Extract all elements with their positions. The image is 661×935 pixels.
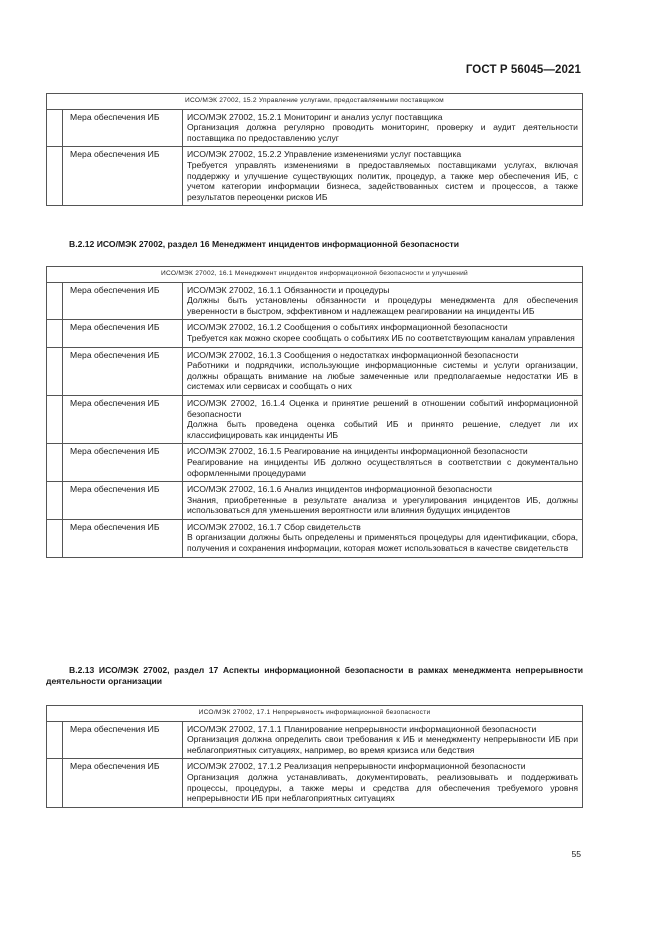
row-stub [47,482,63,520]
control-heading: ИСО/МЭК 27002, 16.1.4 Оценка и принятие решений в отношении событий информационной безопасности [187,397,578,419]
control-heading: ИСО/МЭК 27002, 16.1.2 Сообщения о событиях информационной безопасности [187,322,508,333]
control-heading: ИСО/МЭК 27002, 15.2.2 Управление изменениями услуг поставщика [187,149,462,160]
control-text: Должна быть проведена оценка событий ИБ и принято решение, следует ли их классифицировать как инциденты ИБ [187,419,578,440]
table-row [47,444,583,482]
row-stub [47,721,63,759]
table-row [47,482,583,520]
control-heading: ИСО/МЭК 27002, 17.1.1 Планирование непрерывности информационной безопасности [187,723,537,734]
controls-table-15-2 [46,93,583,206]
row-label: Мера обеспечения ИБ [63,482,183,520]
row-content [183,759,583,807]
row-label: Мера обеспечения ИБ [63,347,183,395]
table-row [47,347,583,395]
section-heading-b-2-12 [46,239,583,250]
table-row [47,721,583,759]
table-row [47,320,583,347]
controls-table-16-1 [46,266,583,558]
control-text: Работники и подрядчики, использующие информационные системы и услуги организации, должны обращать внимание на любые замеченные или предполагаемые недостатки ИБ в системах или сервисах и сообщать о них [187,360,578,392]
control-text: Знания, приобретенные в результате анализа и урегулирования инцидентов ИБ, должны использоваться для уменьшения вероятности или влияния будущих инцидентов [187,494,578,516]
control-heading: ИСО/МЭК 27002, 16.1.6 Анализ инцидентов информационной безопасности [187,484,492,495]
row-stub [47,347,63,395]
table-row [47,395,583,443]
table-title: ИСО/МЭК 27002, 15.2 Управление услугами, предоставляемыми поставщиком [47,94,583,110]
control-text: Требуется как можно скорее сообщать о событиях ИБ по соответствующим каналам управления [187,332,575,343]
controls-table-17-1 [46,705,583,808]
row-label: Мера обеспечения ИБ [63,721,183,759]
table-title: ИСО/МЭК 27002, 16.1 Менеджмент инцидентов информационной безопасности и улучшений [47,267,583,283]
row-stub [47,282,63,320]
page-number: 55 [571,849,581,859]
row-stub [47,395,63,443]
table-row [47,519,583,557]
control-heading: ИСО/МЭК 27002, 16.1.7 Сбор свидетельств [187,521,361,532]
row-stub [47,109,63,147]
row-stub [47,320,63,347]
row-label: Мера обеспечения ИБ [63,759,183,807]
row-content [183,109,583,147]
row-content [183,444,583,482]
document-code: ГОСТ Р 56045—2021 [465,64,581,76]
row-content [183,347,583,395]
row-label: Мера обеспечения ИБ [63,109,183,147]
row-content [183,519,583,557]
control-text: В организации должны быть определены и применяться процедуры для идентификации, сбора, получения и сохранения информации, которая может использоваться в качестве свидетельств [187,532,578,554]
control-heading: ИСО/МЭК 27002, 17.1.2 Реализация непрерывности информационной безопасности [187,761,526,772]
row-content [183,482,583,520]
section-number: B.2.12 [69,239,95,249]
row-stub [47,444,63,482]
row-label: Мера обеспечения ИБ [63,147,183,206]
section-heading-b-2-13 [46,665,583,687]
row-content [183,147,583,206]
control-text: Организация должна устанавливать, документировать, реализовывать и поддерживать процессы, процедуры, а также меры и средства для обеспечения требуемого уровня непрерывности ИБ при неблагоприятных ситуациях [187,771,578,804]
row-content [183,721,583,759]
row-content [183,320,583,347]
section-title: ИСО/МЭК 27002, раздел 16 Менеджмент инцидентов информационной безопасности [96,239,459,249]
table-header-row [47,706,583,722]
control-heading: ИСО/МЭК 27002, 15.2.1 Мониторинг и анализ услуг поставщика [187,111,443,122]
table-row [47,759,583,807]
row-label: Мера обеспечения ИБ [63,519,183,557]
row-label: Мера обеспечения ИБ [63,444,183,482]
control-text: Должны быть установлены обязанности и процедуры менеджмента для обеспечения уверенности в быстром, эффективном и надлежащем реагировании на инциденты ИБ [187,295,578,316]
section-number: B.2.13 [69,665,95,675]
table-header-row [47,267,583,283]
control-text: Организация должна регулярно проводить мониторинг, проверку и аудит деятельности поставщика по предоставлению услуг [187,122,578,143]
row-label: Мера обеспечения ИБ [63,395,183,443]
table-row [47,147,583,206]
control-heading: ИСО/МЭК 27002, 16.1.3 Сообщения о недостатках информационной безопасности [187,349,519,360]
control-text: Требуется управлять изменениями в предоставляемых поставщиками услугах, включая поддержку и улучшение существующих политик, процедур, а также мер обеспечения ИБ, с учетом категории информации бизнеса, задействованных систем и процессов, а также результатов переоценки рисков ИБ [187,159,578,202]
row-label: Мера обеспечения ИБ [63,282,183,320]
section-title: ИСО/МЭК 27002, раздел 17 Аспекты информационной безопасности в рамках менеджмента непрерывности деятельности организации [46,665,583,686]
row-label: Мера обеспечения ИБ [63,320,183,347]
row-stub [47,147,63,206]
control-text: Организация должна определить свои требования к ИБ и менеджменту непрерывности ИБ при неблагоприятных ситуациях, например, во время кризиса или бедствия [187,734,578,755]
row-content [183,282,583,320]
table-row [47,109,583,147]
control-heading: ИСО/МЭК 27002, 16.1.5 Реагирование на инциденты информационной безопасности [187,446,528,457]
row-stub [47,519,63,557]
control-text: Реагирование на инциденты ИБ должно осуществляться в соответствии с документально оформленными процедурами [187,456,578,478]
row-stub [47,759,63,807]
control-heading: ИСО/МЭК 27002, 16.1.1 Обязанности и процедуры [187,284,390,295]
table-title: ИСО/МЭК 27002, 17.1 Непрерывность информационной безопасности [47,706,583,722]
row-content [183,395,583,443]
table-header-row [47,94,583,110]
table-row [47,282,583,320]
